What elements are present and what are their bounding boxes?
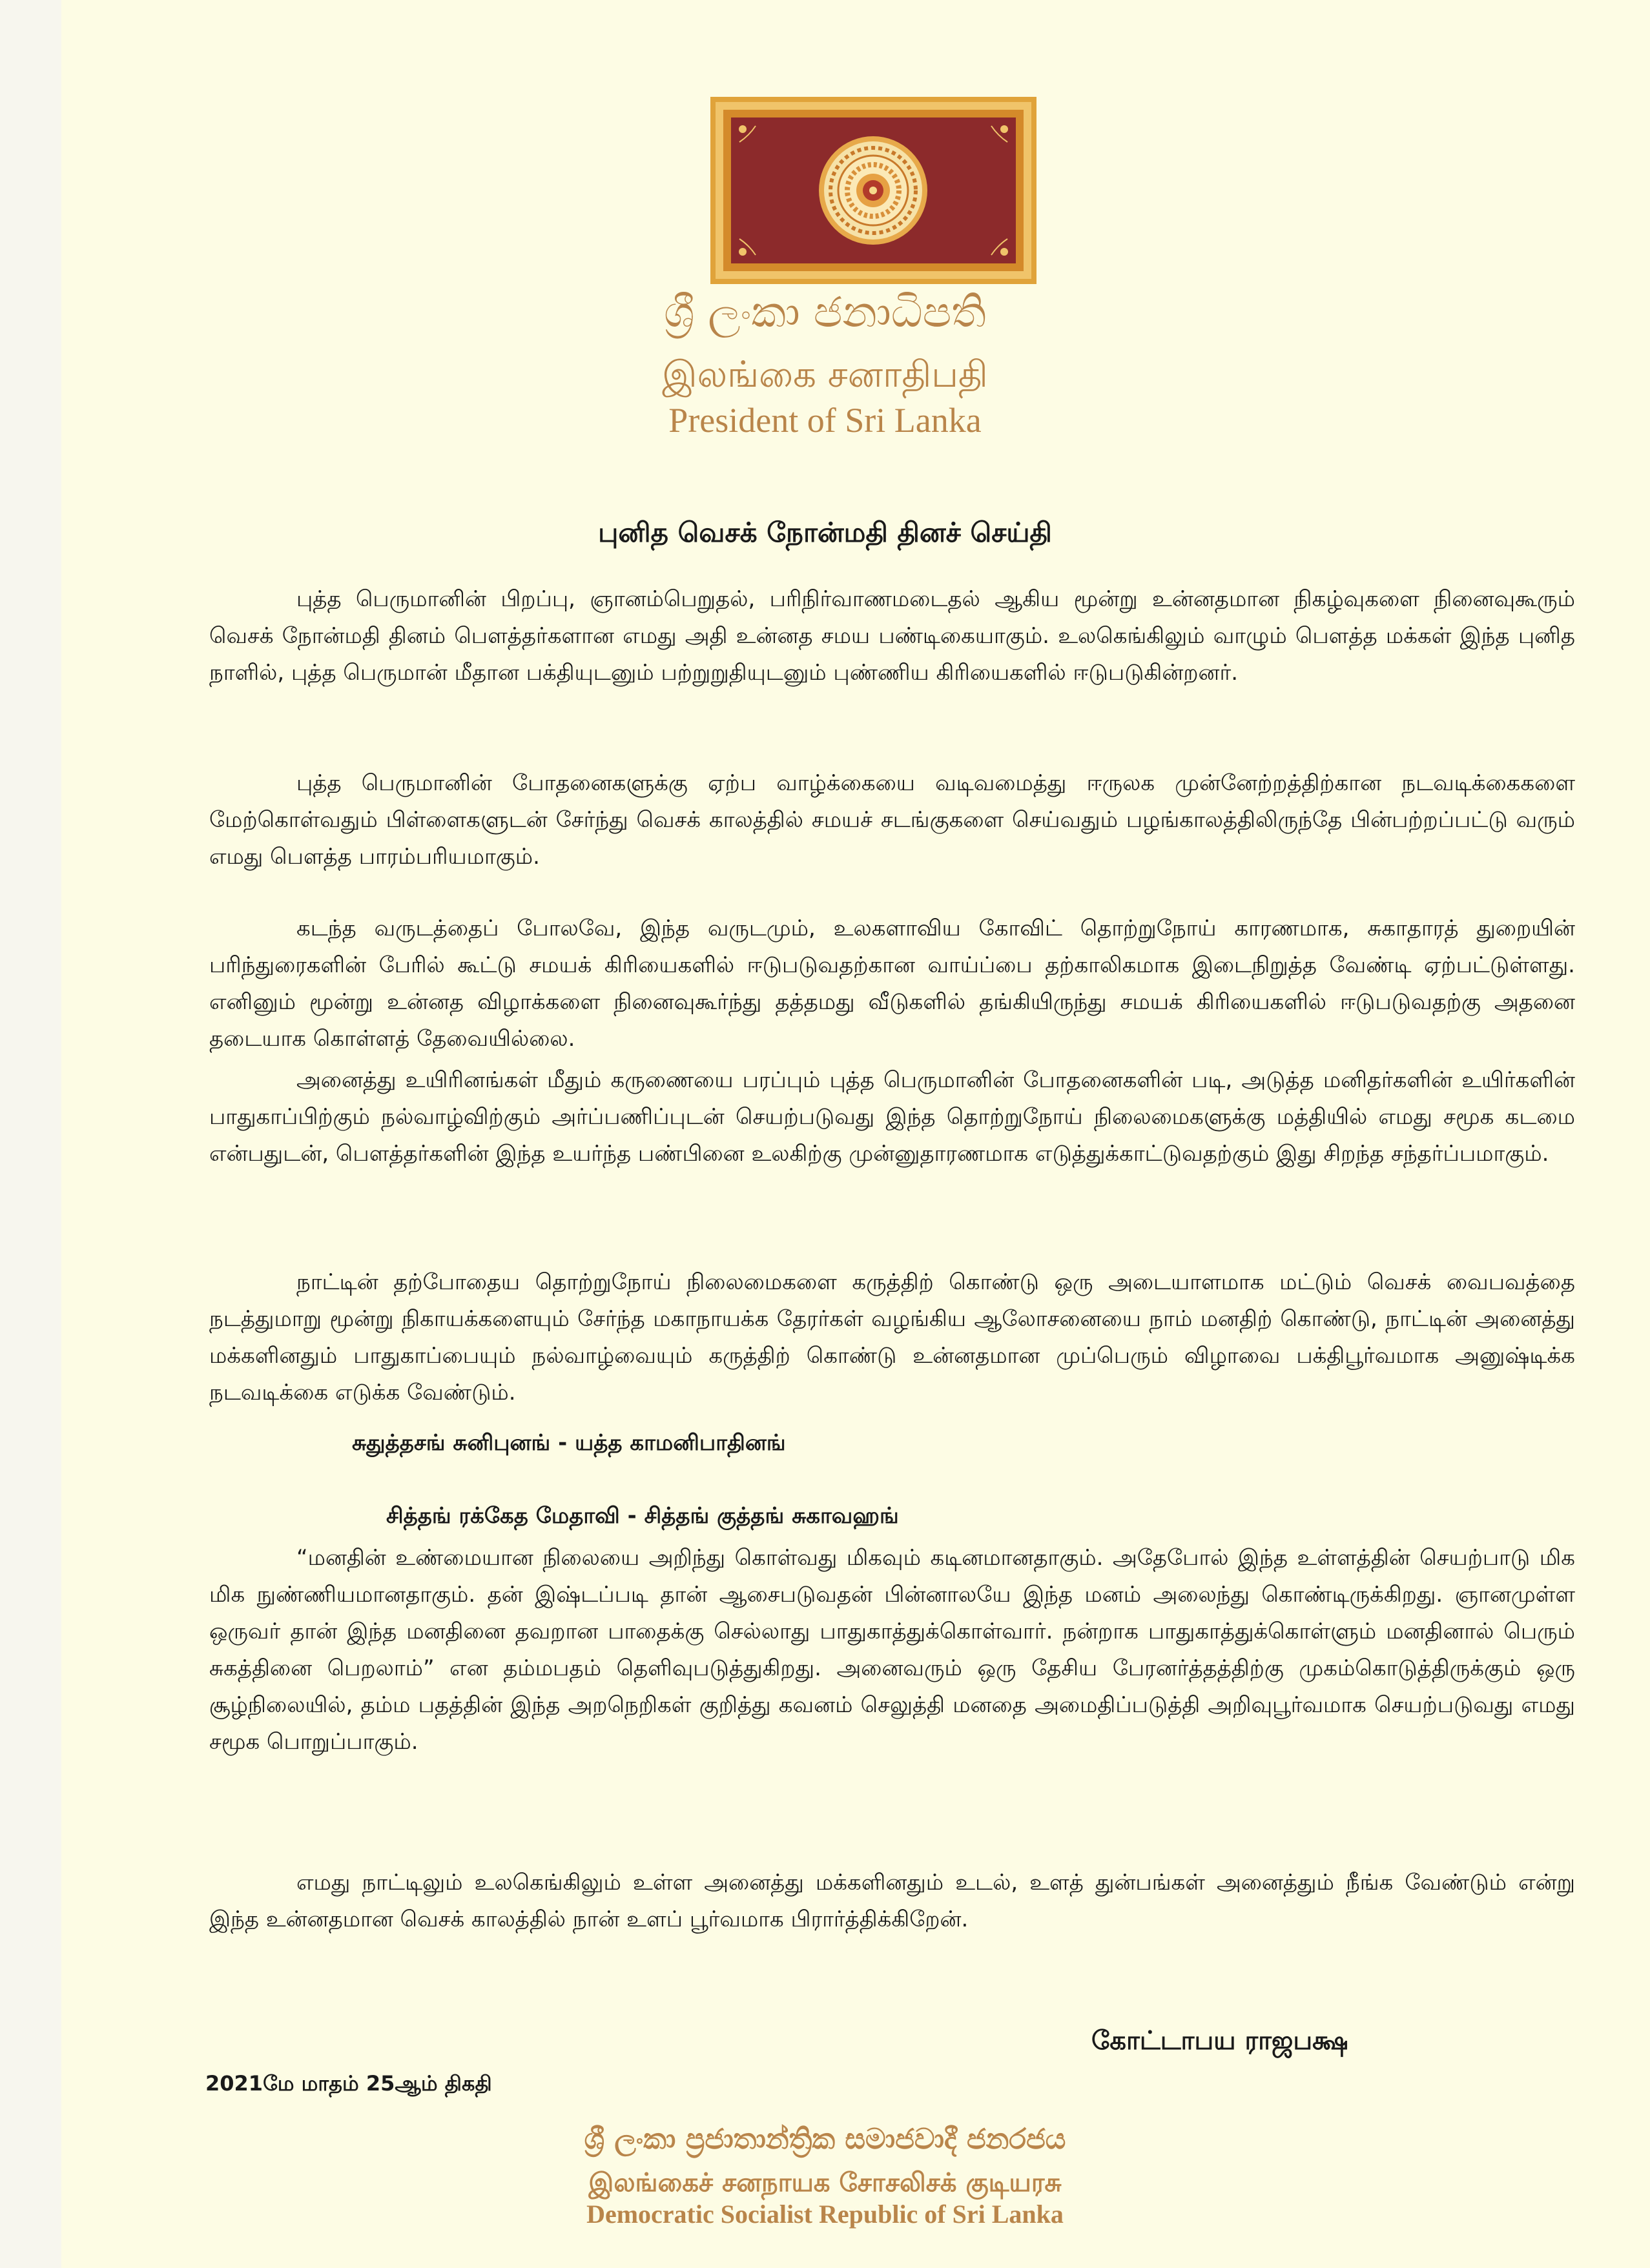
scan-edge bbox=[0, 0, 61, 2268]
signature-name: கோட்டாபய ராஜபக்ஷ bbox=[1091, 2026, 1348, 2056]
paragraph-6: “மனதின் உண்மையான நிலையை அறிந்து கொள்வது மிகவும் கடினமானதாகும். அதேபோல் இந்த உள்ளத்தின் செயற்பாடு மிக மிக நுண்ணியமானதாகும். தன் இஷ்டப்படி தான் ஆசைபடுவதன் பின்னாலயே இந்த மனம் அலைந்து கொண்டிருக்கிறது. ஞானமுள்ள ஒருவர் தான் இந்த மனதினை தவறான பாதைக்கு செல்லாது பாதுகாத்துக்கொள்வார். நன்றாக பாதுகாத்துக்கொள்ளும் மனதினால் பெரும் சுகத்தினை பெறலாம்” என தம்மபதம் தெளிவுபடுத்துகிறது. அனைவரும் ஒரு தேசிய பேரனர்த்தத்திற்கு முகம்கொடுத்திருக்கும் ஒரு சூழ்நிலையில், தம்ம பதத்தின் இந்த அறநெறிகள் குறித்து கவனம் செலுத்தி மனதை அமைதிப்படுத்தி அறிவுபூர்வமாக செயற்படுவது எமது சமூக பொறுப்பாகும். bbox=[209, 1545, 1575, 1755]
header-english-title: President of Sri Lanka bbox=[668, 401, 982, 440]
paragraph-1: புத்த பெருமானின் பிறப்பு, ஞானம்பெறுதல், பரிநிர்வாணமடைதல் ஆகிய மூன்று உன்னதமான நிகழ்வுகளை நினைவுகூரும் வெசக் நோன்மதி தினம் பௌத்தர்களான எமது அதி உன்னத சமய பண்டிகையாகும். உலகெங்கிலும் வாழும் பௌத்த மக்கள் இந்த புனித நாளில், புத்த பெருமான் மீதான பக்தியுடனும் பற்றுறுதியுடனும் புண்ணிய கிரியைகளில் ஈடுபடுகின்றனர். bbox=[209, 586, 1575, 686]
paragraph-5: நாட்டின் தற்போதைய தொற்றுநோய் நிலைமைகளை கருத்திற் கொண்டு ஒரு அடையாளமாக மட்டும் வெசக் வைபவத்தை நடத்துமாறு மூன்று நிகாயக்களையும் சேர்ந்த மகாநாயக்க தேரர்கள் வழங்கிய ஆலோசனையை நாம் மனதிற் கொண்டு, நாட்டின் அனைத்து மக்களினதும் பாதுகாப்பையும் நல்வாழ்வையும் கருத்திற் கொண்டு உன்னதமான முப்பெரும் விழாவை பக்திபூர்வமாக அனுஷ்டிக்க நடவடிக்கை எடுக்க வேண்டும். bbox=[209, 1269, 1575, 1405]
message-title: புனித வெசக் நோன்மதி தினச் செய்தி bbox=[598, 516, 1052, 548]
presidential-flag-emblem bbox=[710, 97, 1036, 284]
footer-english: Democratic Socialist Republic of Sri Lanka bbox=[586, 2200, 1064, 2229]
footer-sinhala: ශ්‍රී ලංකා ප්‍රජාතාන්ත්‍රික සමාජවාදී ජනරජය bbox=[584, 2123, 1066, 2156]
paragraph-3: கடந்த வருடத்தைப் போலவே, இந்த வருடமும், உலகளாவிய கோவிட் தொற்றுநோய் காரணமாக, சுகாதாரத் துறையின் பரிந்துரைகளின் பேரில் கூட்டு சமயக் கிரியைகளில் ஈடுபடுவதற்கான வாய்ப்பை தற்காலிகமாக இடைநிறுத்த வேண்டி ஏற்பட்டுள்ளது. எனினும் மூன்று உன்னத விழாக்களை நினைவுகூர்ந்து தத்தமது வீடுகளில் தங்கியிருந்து சமயக் கிரியைகளில் ஈடுபடுவதற்கு அதனை தடையாக கொள்ளத் தேவையில்லை. bbox=[209, 915, 1575, 1052]
verse-line-2: சித்தங் ரக்கேத மேதாவி - சித்தங் குத்தங் சுகாவஹங் bbox=[386, 1503, 899, 1529]
paragraph-2: புத்த பெருமானின் போதனைகளுக்கு ஏற்ப வாழ்க்கையை வடிவமைத்து ஈருலக முன்னேற்றத்திற்கான நடவடிக்கைகளை மேற்கொள்வதும் பிள்ளைகளுடன் சேர்ந்து வெசக் காலத்தில் சமயச் சடங்குகளை செய்வதும் பழங்காலத்திலிருந்தே பின்பற்றப்பட்டு வரும் எமது பௌத்த பாரம்பரியமாகும். bbox=[209, 770, 1576, 870]
paragraph-7: எமது நாட்டிலும் உலகெங்கிலும் உள்ள அனைத்து மக்களினதும் உடல், உளத் துன்பங்கள் அனைத்தும் நீங்க வேண்டும் என்று இந்த உன்னதமான வெசக் காலத்தில் நான் உளப் பூர்வமாக பிரார்த்திக்கிறேன். bbox=[209, 1870, 1575, 1932]
message-date: 2021மே மாதம் 25ஆம் திகதி bbox=[205, 2071, 492, 2096]
header-tamil-title: இலங்கை சனாதிபதி bbox=[662, 354, 988, 396]
verse-line-1: சுதுத்தசங் சுனிபுனங் - யத்த காமனிபாதினங் bbox=[352, 1430, 786, 1456]
paragraph-4: அனைத்து உயிரினங்கள் மீதும் கருணையை பரப்பும் புத்த பெருமானின் போதனைகளின் படி, அடுத்த மனிதர்களின் உயிர்களின் பாதுகாப்பிற்கும் நல்வாழ்விற்கும் அர்ப்பணிப்புடன் செயற்படுவது இந்த தொற்றுநோய் நிலைமைகளுக்கு மத்தியில் எமது சமூக கடமை என்பதுடன், பௌத்தர்களின் இந்த உயர்ந்த பண்பினை உலகிற்கு முன்னுதாரணமாக எடுத்துக்காட்டுவதற்கும் இது சிறந்த சந்தர்ப்பமாகும். bbox=[209, 1067, 1575, 1167]
header-sinhala-title: ශ්‍රී ලංකා ජනාධිපති bbox=[664, 287, 986, 337]
footer-tamil: இலங்கைச் சனநாயக சோசலிசக் குடியரசு bbox=[588, 2168, 1062, 2198]
